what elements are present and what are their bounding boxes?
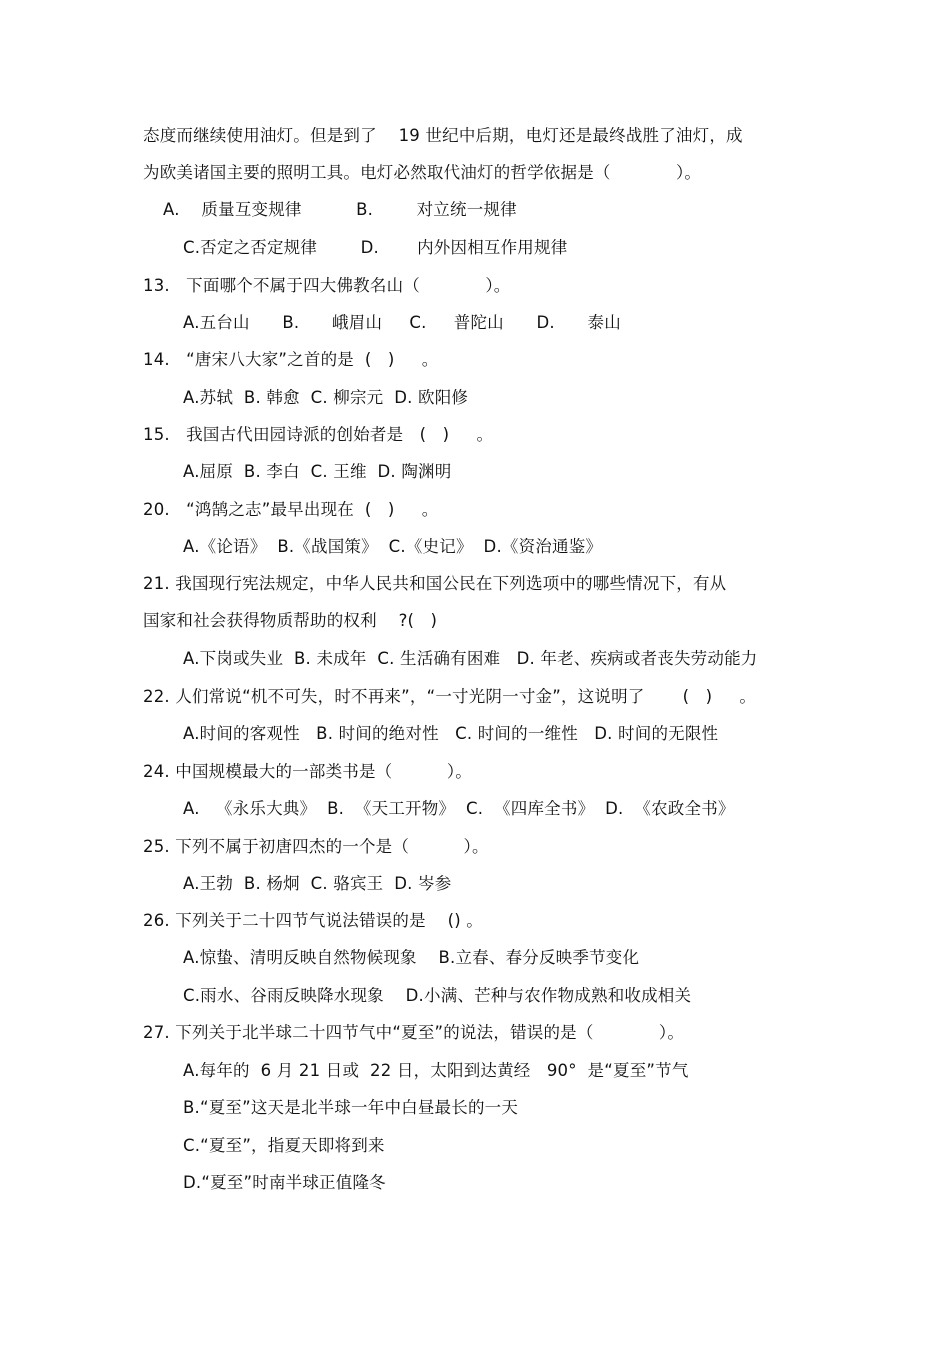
question-27-option-b: B.“夏至”这天是北半球一年中白昼最长的一天 (183, 1098, 519, 1117)
question-21-options: A.下岗或失业 B. 未成年 C. 生活确有困难 D. 年老、疾病或者丧失劳动能力 (183, 649, 758, 668)
q12-options-row-2: C.否定之否定规律 D. 内外因相互作用规律 (183, 238, 568, 257)
question-22-options: A.时间的客观性 B. 时间的绝对性 C. 时间的一维性 D. 时间的无限性 (183, 724, 719, 743)
question-20-options: A.《论语》 B.《战国策》 C.《史记》 D.《资治通鉴》 (183, 537, 603, 556)
intro-line-2: 为欧美诸国主要的照明工具。电灯必然取代油灯的哲学依据是（ ）。 (143, 163, 702, 182)
question-21-stem: 21. 我国现行宪法规定，中华人民共和国公民在下列选项中的哪些情况下，有从 (143, 574, 727, 593)
question-14-options: A.苏轼 B. 韩愈 C. 柳宗元 D. 欧阳修 (183, 388, 469, 407)
question-24-options: A. 《永乐大典》 B. 《天工开物》 C. 《四库全书》 D. 《农政全书》 (183, 799, 735, 818)
question-22-stem: 22. 人们常说“机不可失，时不再来”，“一寸光阴一寸金”，这说明了 ( ) 。 (143, 687, 757, 706)
question-21-stem-continued: 国家和社会获得物质帮助的权利 ?( ) (143, 611, 438, 630)
question-26-stem: 26. 下列关于二十四节气说法错误的是 () 。 (143, 911, 483, 930)
question-20-stem: 20. “鸿鹄之志”最早出现在 ( ) 。 (143, 500, 439, 519)
question-15-stem: 15. 我国古代田园诗派的创始者是 ( ) 。 (143, 425, 494, 444)
q12-options-row-1: A. 质量互变规律 B. 对立统一规律 (163, 200, 517, 219)
intro-line-1: 态度而继续使用油灯。但是到了 19 世纪中后期，电灯还是最终战胜了油灯，成 (143, 126, 743, 145)
question-24-stem: 24. 中国规模最大的一部类书是（ ）。 (143, 762, 472, 781)
question-27-option-d: D.“夏至”时南半球正值隆冬 (183, 1173, 386, 1192)
question-27-option-a: A.每年的 6 月 21 日或 22 日，太阳到达黄经 90° 是“夏至”节气 (183, 1061, 689, 1080)
question-13-stem: 13. 下面哪个不属于四大佛教名山（ ）。 (143, 276, 511, 295)
question-26-options-row-2: C.雨水、谷雨反映降水现象 D.小满、芒种与农作物成熟和收成相关 (183, 986, 692, 1005)
question-13-options: A.五台山 B. 峨眉山 C. 普陀山 D. 泰山 (183, 313, 621, 332)
question-15-options: A.屈原 B. 李白 C. 王维 D. 陶渊明 (183, 462, 452, 481)
question-26-options-row-1: A.惊蛰、清明反映自然物候现象 B.立春、春分反映季节变化 (183, 948, 640, 967)
question-27-stem: 27. 下列关于北半球二十四节气中“夏至”的说法，错误的是（ ）。 (143, 1023, 685, 1042)
question-25-options: A.王勃 B. 杨炯 C. 骆宾王 D. 岑参 (183, 874, 452, 893)
question-27-option-c: C.“夏至”，指夏天即将到来 (183, 1136, 385, 1155)
question-25-stem: 25. 下列不属于初唐四杰的一个是（ ）。 (143, 837, 489, 856)
question-14-stem: 14. “唐宋八大家”之首的是 ( ) 。 (143, 350, 439, 369)
